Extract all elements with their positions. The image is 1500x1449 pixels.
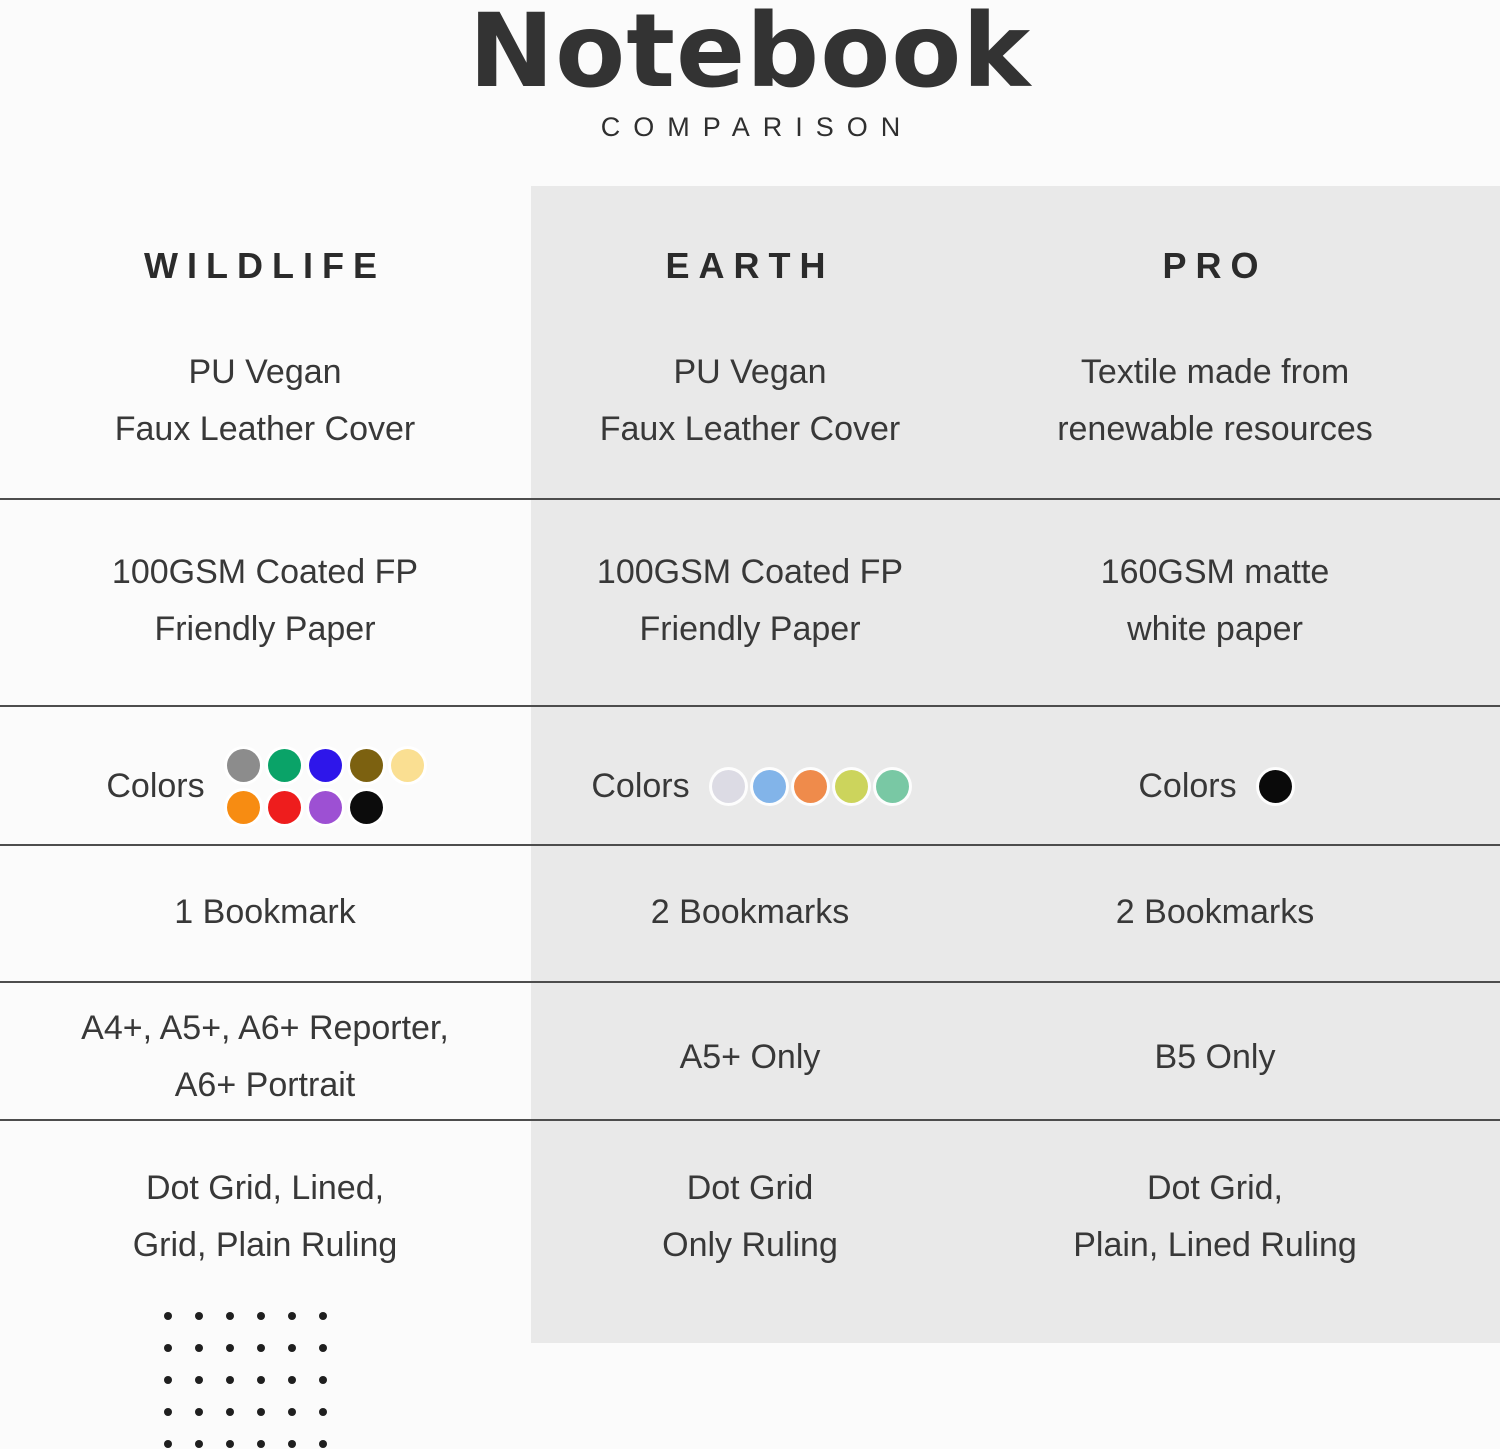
text-line: Friendly Paper [154,610,376,648]
color-swatch [309,791,342,824]
grid-dot [226,1344,234,1352]
grid-dot [164,1376,172,1384]
wildlife-cover [0,344,530,458]
text-line: Textile made from [1080,353,1350,391]
color-swatch [1259,770,1292,803]
color-swatch [227,791,260,824]
grid-dot [288,1344,296,1352]
earth-swatch-grid [712,770,909,803]
color-swatch [712,770,745,803]
grid-dot [288,1440,296,1448]
grid-dot [195,1312,203,1320]
row-divider [0,844,1500,846]
grid-dot [226,1376,234,1384]
grid-dot [226,1408,234,1416]
wildlife-ruling [0,1160,530,1274]
earth-colors [532,740,968,832]
row-divider [0,981,1500,983]
text-line: Faux Leather Cover [114,410,416,448]
colors-label: Colors [1138,766,1237,805]
row-divider [0,1119,1500,1121]
grid-dot [195,1408,203,1416]
grid-dot [226,1440,234,1448]
earth-cover [532,344,968,458]
color-swatch [268,749,301,782]
earth-sizes [532,1000,968,1114]
row-divider [0,498,1500,500]
text-line: Faux Leather Cover [599,410,901,448]
text-line: Dot Grid, Lined, [145,1169,385,1207]
grid-dot [164,1440,172,1448]
pro-cover [968,344,1462,458]
grid-dot [319,1344,327,1352]
grid-dot [319,1440,327,1448]
grid-dot [257,1408,265,1416]
earth-paper [532,544,968,658]
wildlife-swatch-grid [227,749,424,824]
text-line: 100GSM Coated FP [111,553,419,591]
grid-dot [257,1376,265,1384]
color-swatch [350,791,383,824]
pro-paper [968,544,1462,658]
grid-dot [319,1312,327,1320]
color-swatch [835,770,868,803]
color-swatch [350,749,383,782]
pro-swatch-grid [1259,770,1292,803]
text-line: Plain, Lined Ruling [1073,1226,1357,1264]
text-line: PU Vegan [188,353,342,391]
grid-dot [195,1344,203,1352]
grid-dot [195,1376,203,1384]
earth-bookmarks: 2 Bookmarks [650,893,850,931]
color-swatch [753,770,786,803]
page-subtitle: COMPARISON [600,112,914,142]
row-divider [0,705,1500,707]
grid-dot [226,1312,234,1320]
text-line: 160GSM matte [1100,553,1330,591]
grid-dot [288,1408,296,1416]
color-swatch [309,749,342,782]
wildlife-paper [0,544,530,658]
column-header-earth: EARTH [665,245,835,286]
earth-ruling [532,1160,968,1274]
color-swatch [268,791,301,824]
wildlife-colors [0,740,530,832]
page-title: Notebook [468,0,1032,111]
color-swatch [794,770,827,803]
text-line: Grid, Plain Ruling [132,1226,398,1264]
color-swatch [391,749,424,782]
grid-dot [164,1312,172,1320]
grid-dot [288,1312,296,1320]
text-line: renewable resources [1057,410,1373,448]
pro-sizes [968,1000,1462,1114]
text-line: Friendly Paper [639,610,861,648]
text-line: Dot Grid, [1146,1169,1284,1207]
text-line: B5 Only [1154,1037,1276,1076]
text-line: white paper [1127,610,1303,648]
text-line: A6+ Portrait [174,1066,356,1104]
color-swatch [227,749,260,782]
text-line: Dot Grid [686,1169,814,1207]
pro-ruling [968,1160,1462,1274]
pro-colors [968,740,1462,832]
wildlife-sizes [0,1000,530,1114]
dot-grid-decoration [164,1312,327,1448]
grid-dot [164,1408,172,1416]
column-header-wildlife: WILDLIFE [144,245,386,286]
color-swatch [876,770,909,803]
text-line: A5+ Only [679,1037,821,1076]
text-line: 100GSM Coated FP [596,553,904,591]
column-header-pro: PRO [1162,245,1268,286]
grid-dot [319,1376,327,1384]
text-line: Only Ruling [662,1226,838,1264]
grid-dot [195,1440,203,1448]
grid-dot [319,1408,327,1416]
grid-dot [257,1440,265,1448]
grid-dot [164,1344,172,1352]
colors-label: Colors [591,766,690,805]
text-line: PU Vegan [673,353,827,391]
grid-dot [257,1344,265,1352]
text-line: A4+, A5+, A6+ Reporter, [81,1009,449,1047]
grid-dot [257,1312,265,1320]
wildlife-bookmarks: 1 Bookmark [174,893,356,931]
pro-bookmarks: 2 Bookmarks [1115,893,1315,931]
grid-dot [288,1376,296,1384]
colors-label: Colors [106,766,205,805]
